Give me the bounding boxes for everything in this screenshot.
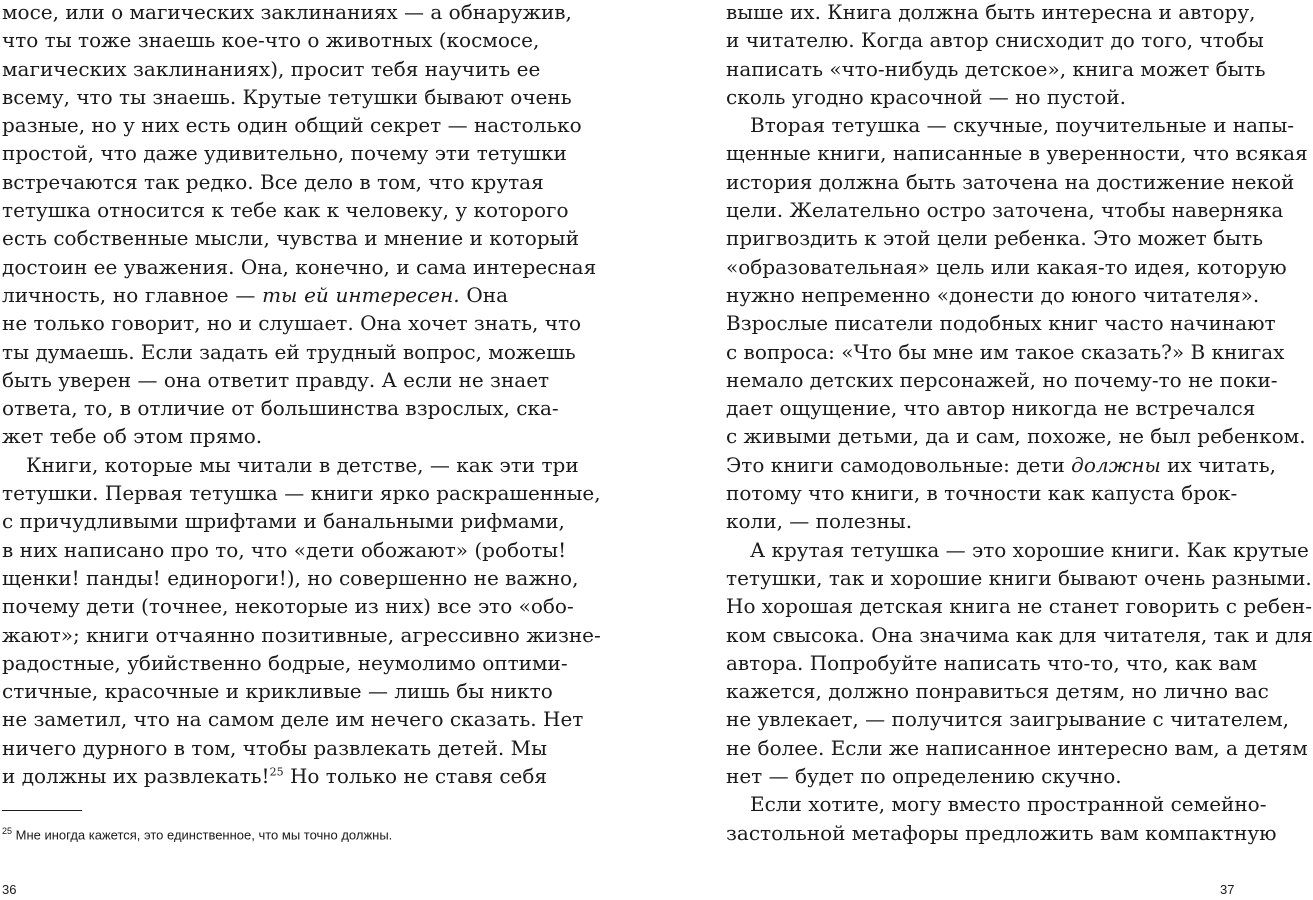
text-line: щенки! панды! единороги!), но совершенно не важно,: [2, 565, 579, 590]
text-line: жают»; книги отчаянно позитивные, агрессивно жизне-: [2, 622, 601, 647]
text-line: достоин ее уважения. Она, конечно, и сама интересная: [2, 254, 597, 279]
text-line: нужно непременно «донести до юного читателя».: [726, 282, 1260, 307]
text-segment: их читать,: [1167, 452, 1276, 477]
text-line: ком свысока. Она значима как для читателя, так и для: [726, 622, 1313, 647]
text-line: автора. Попробуйте написать что-то, что, как вам: [726, 650, 1258, 675]
text-line: нет — будет по определению скучно.: [726, 764, 1122, 789]
text-line: цели. Желательно остро заточена, чтобы наверняка: [726, 198, 1284, 223]
text-line: стичные, красочные и крикливые — лишь бы никто: [2, 679, 553, 704]
right-page: [726, 0, 1313, 847]
footnote-number: 25: [2, 826, 13, 836]
text-line: жет тебе об этом прямо.: [2, 424, 263, 449]
text-line: [2, 281, 508, 309]
text-line: ты думаешь. Если задать ей трудный вопрос, можешь: [2, 339, 576, 364]
text-line: всему, что ты знаешь. Крутые тетушки бывают очень: [2, 84, 572, 109]
text-segment: и должны их развлекать!: [2, 764, 270, 789]
text-line: Если хотите, могу вместо пространной семейно-: [750, 792, 1267, 817]
text-line: Вторая тетушка — скучные, поучительные и напы-: [750, 113, 1295, 138]
text-line: не только говорит, но и слушает. Она хочет знать, что: [2, 311, 582, 336]
text-line: тетушка относится к тебе как к человеку, у которого: [2, 198, 569, 223]
text-line: разные, но у них есть один общий секрет — настолько: [2, 113, 582, 138]
text-segment: Она: [466, 282, 509, 307]
text-line: потому что книги, в точности как капуста брок-: [726, 481, 1238, 506]
footnote: [2, 826, 508, 842]
text-line: почему дети (точнее, некоторые из них) все это «обо-: [2, 594, 574, 619]
footnote-divider: [2, 810, 82, 811]
text-line: встречаются так редко. Все дело в том, что крутая: [2, 169, 544, 194]
text-line: в них написано про то, что «дети обожают» (роботы!: [2, 537, 567, 562]
text-line: ответа, то, в отличие от большинства взрослых, ска-: [2, 396, 559, 421]
text-line: простой, что даже удивительно, почему эти тетушки: [2, 141, 567, 166]
text-line: коли, — полезны.: [726, 509, 913, 534]
text-line: с живыми детьми, да и сам, похоже, не был ребенком.: [726, 424, 1306, 449]
text-line: Книги, которые мы читали в детстве, — как эти три: [26, 452, 579, 477]
text-line: ничего дурного в том, чтобы развлекать детей. Мы: [2, 735, 548, 760]
text-line: написать «что-нибудь детское», книга может быть: [726, 56, 1266, 81]
text-line: сколь угодно красочной — но пустой.: [726, 84, 1126, 109]
text-line: [726, 451, 1276, 479]
text-line: мосе, или о магических заклинаниях — а обнаружив,: [2, 0, 572, 24]
text-line: кажется, должно понравиться детям, но лично вас: [726, 679, 1269, 704]
text-segment: личность, но главное —: [2, 282, 256, 307]
text-line: немало детских персонажей, но почему-то не поки-: [726, 367, 1278, 392]
text-line: [2, 762, 548, 790]
text-line: выше их. Книга должна быть интересна и автору,: [726, 0, 1256, 24]
text-line: застольной метафоры предложить вам компактную: [726, 820, 1277, 845]
text-line: с причудливыми шрифтами и банальными рифмами,: [2, 509, 565, 534]
text-line: тетушки, так и хорошие книги бывают очень разными.: [726, 565, 1312, 590]
text-line: быть уверен — она ответит правду. А если не знает: [2, 367, 550, 392]
text-line: дает ощущение, что автор никогда не встречался: [726, 396, 1256, 421]
page-number-right: 37: [1220, 882, 1235, 897]
text-line: не увлекает, — получится заигрывание с читателем,: [726, 707, 1289, 732]
text-line: радостные, убийственно бодрые, неумолимо оптими-: [2, 650, 568, 675]
italic-text: ты ей интересен.: [262, 282, 460, 307]
text-line: магических заклинаниях), просит тебя научить ее: [2, 56, 541, 81]
text-line: история должна быть заточена на достижение некой: [726, 169, 1295, 194]
footnote-text: Мне иногда кажется, это единственное, что мы точно должны.: [15, 827, 393, 843]
text-line: «образовательная» цель или какая-то идея, которую: [726, 254, 1287, 279]
text-line: тетушки. Первая тетушка — книги ярко раскрашенные,: [2, 481, 601, 506]
text-segment: Но только не ставя себя: [289, 764, 548, 789]
text-line: не заметил, что на самом деле им нечего сказать. Нет: [2, 707, 584, 732]
text-line: щенные книги, написанные в уверенности, что всякая: [726, 141, 1308, 166]
text-line: что ты тоже знаешь кое-что о животных (космосе,: [2, 28, 540, 53]
text-line: Взрослые писатели подобных книг часто начинают: [726, 311, 1276, 336]
text-line: Но хорошая детская книга не станет говорить с ребен-: [726, 594, 1312, 619]
text-line: и читателю. Когда автор снисходит до того, чтобы: [726, 28, 1264, 53]
text-line: не более. Если же написанное интересно вам, а детям: [726, 735, 1308, 760]
footnote-reference[interactable]: 25: [269, 765, 284, 779]
text-line: есть собственные мысли, чувства и мнение и который: [2, 226, 579, 251]
text-line: А крутая тетушка — это хорошие книги. Как крутые: [750, 537, 1309, 562]
text-line: пригвоздить к этой цели ребенка. Это может быть: [726, 226, 1263, 251]
text-line: с вопроса: «Что бы мне им такое сказать?» В книгах: [726, 339, 1285, 364]
page-number-left: 36: [2, 882, 17, 897]
text-segment: Это книги самодовольные: дети: [726, 452, 1065, 477]
italic-text: должны: [1071, 452, 1161, 477]
left-page: [2, 0, 601, 790]
